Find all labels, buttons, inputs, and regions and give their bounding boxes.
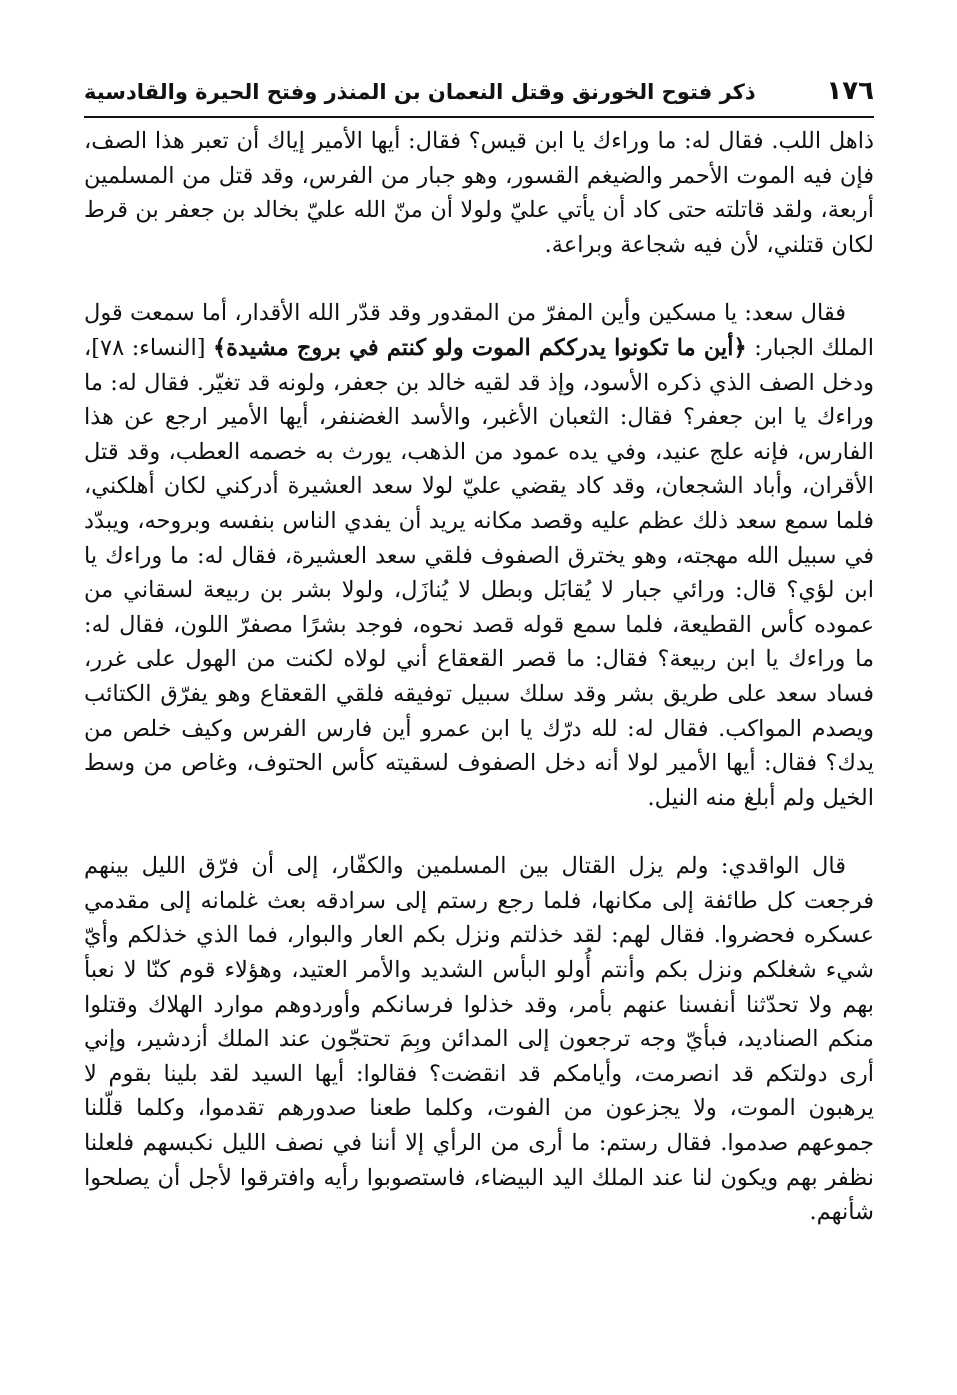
page-header [84, 74, 874, 114]
paragraph-3: قال الواقدي: ولم يزل القتال بين المسلمين والكفّار، إلى أن فرّق الليل بينهم فرجعت كل طائفة إلى مكانها، فلما رجع رستم إلى سرادقه بعث غلمانه إلى مقدمي عسكره فحضروا. فقال لهم: لقد خذلتم ونزل بكم العار والبوار، فما الذي خذلكم وأيّ شيء شغلكم ونزل بكم وأنتم أُولو البأس الشديد والأمر العتيد، وهؤلاء قوم كنّا لا نعبأ بهم ولا تحدّثنا أنفسنا عنهم بأمر، وقد خذلوا فرسانكم وأوردوهم موارد الهلاك وقتلوا منكم الصناديد، فبأيّ وجه ترجعون إلى المدائن وبِمَ تحتجّون عند الملك أزدشير، وإني أرى دولتكم قد انصرمت، وأيامكم قد انقضت؟ فقالوا: أيها السيد لقد بلينا بقوم لا يرهبون الموت، ولا يجزعون من الفوت، وكلما طعنا صدورهم تقدموا، وكلما قلّلنا جموعهم صدموا. فقال رستم: ما أرى من الرأي إلا أننا في نصف الليل نكبسهم فلعلنا نظفر بهم ويكون لنا عند الملك اليد البيضاء، فاستصوبوا رأيه وافترقوا لأجل أن يصلحوا شأنهم. [84, 853, 874, 1226]
paragraph-2-text-after: [النساء: ٧٨]، ودخل الصف الذي ذكره الأسود، وإذ قد لقيه خالد بن جعفر، ولونه قد تغيّر. فقال له: ما وراءك يا ابن جعفر؟ فقال: الثعبان الأغبر، والأسد الغضنفر، أيها الأمير ارجع عن هذا الفارس، فإنه علج عنيد، وفي يده عمود من الذهب، يورث به خصمه العطب، وقد قتل الأقران، وأباد الشجعان، وقد كاد يقضي عليّ لولا سعد العشيرة أدركني لكان أهلكني، فلما سمع سعد ذلك عظم عليه وقصد مكانه يريد أن يفدي الناس بنفسه وبروحه، ويبدّد في سبيل الله مهجته، وهو يخترق الصفوف فلقي سعد العشيرة، فقال له: ما وراءك يا ابن لؤي؟ قال: ورائي جبار لا يُقابَل وبطل لا يُنازَل، ولولا بشر بن ربيعة لسقاني من عموده كأس القطيعة، فلما سمع قوله قصد نحوه، فوجد بشرًا مصفرّ اللون، فقال له: ما وراءك يا ابن ربيعة؟ فقال: ما قصر القعقاع أني لولاه لكنت من الهول على غرر، فساد سعد على طريق بشر وقد سلك سبيل توفيقه فلقي القعقاع وهو يفرّق الكتائب ويصدم المواكب. فقال له: لله درّك يا ابن عمرو أين فارس الفرس وكيف خلص من يدك؟ فقال: أيها الأمير لولا أنه دخل الصفوف لسقيته كأس الحتوف، وغاص من وسط الخيل ولم أبلغ منه النيل. [84, 334, 874, 811]
page-body [84, 124, 874, 1230]
quran-verse: ﴿أين ما تكونوا يدرككم الموت ولو كنتم في بروج مشيدة﴾ [213, 334, 747, 361]
paragraph-2 [84, 296, 874, 815]
paragraph-2-text-before: فقال سعد: يا مسكين وأين المفرّ من المقدور وقد قدّر الله الأقدار، أما سمعت قول الملك الجبار: [84, 300, 874, 361]
header-divider [84, 116, 874, 118]
paragraph-1: ذاهل اللب. فقال له: ما وراءك يا ابن قيس؟ فقال: أيها الأمير إياك أن تعبر هذا الصف، فإن فيه الموت الأحمر والضيغم القسور، وهو جبار من الفرس، وقد قتل من المسلمين أربعة، ولقد قاتلته حتى كاد أن يأتي عليّ ولولا أن منّ الله عليّ بخالد بن جعفر بن قرط لكان قتلني، لأن فيه شجاعة وبراعة. [84, 128, 874, 258]
running-title: ذكر فتوح الخورنق وقتل النعمان بن المنذر وفتح الحيرة والقادسية [84, 80, 756, 104]
page-number: ١٧٦ [826, 76, 874, 106]
